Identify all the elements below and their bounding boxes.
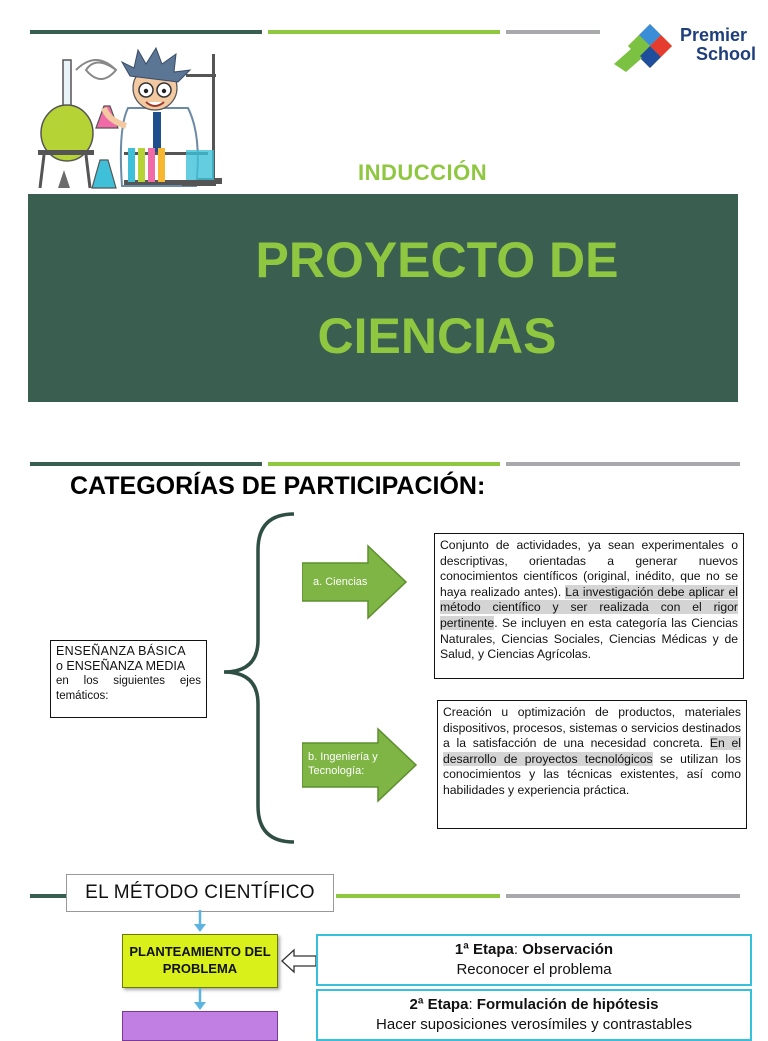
education-level-line2: o ENSEÑANZA MEDIA (56, 659, 186, 673)
down-arrow-icon (192, 910, 208, 934)
top-bar-gray (506, 30, 600, 34)
ciencias-arrow-label: a. Ciencias (313, 576, 368, 588)
premier-school-logo (612, 22, 757, 72)
top-bar-dark (30, 30, 262, 34)
section2-bar-dark (30, 462, 262, 466)
stage1-desc: Reconocer el problema (456, 961, 612, 978)
planteamiento-label: PLANTEAMIENTO DEL PROBLEMA (129, 944, 271, 976)
ingenieria-description-box (437, 700, 747, 829)
section3-bar-gray (506, 894, 740, 898)
method-title-box (66, 874, 334, 912)
section2-bar-lime (268, 462, 500, 466)
ciencias-description-box (434, 533, 744, 679)
scientist-illustration (36, 40, 226, 192)
categories-heading: CATEGORÍAS DE PARTICIPACIÓN: (70, 472, 486, 500)
ingenieria-arrow-label: b. Ingeniería y Tecnología: (308, 751, 378, 777)
section3-bar-lime (336, 894, 500, 898)
method-title: EL MÉTODO CIENTÍFICO (85, 882, 315, 903)
stage1-prefix: 1ª Etapa (454, 941, 514, 958)
hipotesis-step-box (122, 1011, 278, 1041)
ingenieria-text-after: se utilizan los conocimientos y las técnicas existentes, así como habilidades y experiencia práctica. (443, 751, 741, 797)
down-arrow-icon-2 (192, 988, 208, 1012)
ingenieria-text-highlight: En el desarrollo de proyectos tecnológicos (443, 736, 741, 766)
education-level-box (50, 640, 207, 718)
education-level-line1: ENSEÑANZA BÁSICA (56, 644, 186, 658)
planteamiento-box (122, 934, 278, 988)
stage2-prefix: 2ª Etapa (409, 996, 469, 1013)
education-level-line3: en los siguientes ejes temáticos: (56, 675, 201, 702)
ciencias-text-highlight: La investigación debe aplicar el método científico y ser realizada con el rigor pertinente (440, 584, 738, 630)
ciencias-text-after: . Se incluyen en esta categoría las Ciencias Naturales, Ciencias Sociales, Ciencias Médicas y de Salud, y Ciencias Agrícolas. (440, 615, 738, 662)
stage1-box: 1ª Etapa: Observación Reconocer el problema (316, 934, 752, 986)
section3-bar-dark (30, 894, 70, 898)
stage2-box: 2ª Etapa: Formulación de hipótesis Hacer suposiciones verosímiles y contrastables (316, 989, 752, 1041)
section2-bar-gray (506, 462, 740, 466)
logo-text-line2: School (696, 44, 757, 64)
logo-text-line1: Premier (680, 25, 748, 45)
top-bar-lime (268, 30, 500, 34)
stage2-desc: Hacer suposiciones verosímiles y contrastables (376, 1016, 692, 1033)
stage2-name: Formulación de hipótesis (476, 996, 659, 1013)
stage1-name: Observación (522, 941, 614, 958)
curly-brace (218, 510, 298, 846)
induction-subtitle: INDUCCIÓN (358, 160, 488, 185)
left-arrow-icon (280, 948, 318, 974)
title-line-2: CIENCIAS (317, 308, 557, 364)
title-panel (28, 194, 738, 402)
title-line-1: PROYECTO DE (255, 232, 619, 288)
ciencias-text-before: Conjunto de actividades, ya sean experimentales o descriptivas, orientadas a generar nuevos conocimientos científicos (original, inédito, que no se haya realizado antes). (440, 538, 738, 599)
logo-diamond-icon (612, 22, 684, 72)
ingenieria-text-before: Creación u optimización de productos, materiales dispositivos, procesos, sistemas o servicios destinados a la satisfacción de una necesidad concreta. (443, 705, 741, 751)
